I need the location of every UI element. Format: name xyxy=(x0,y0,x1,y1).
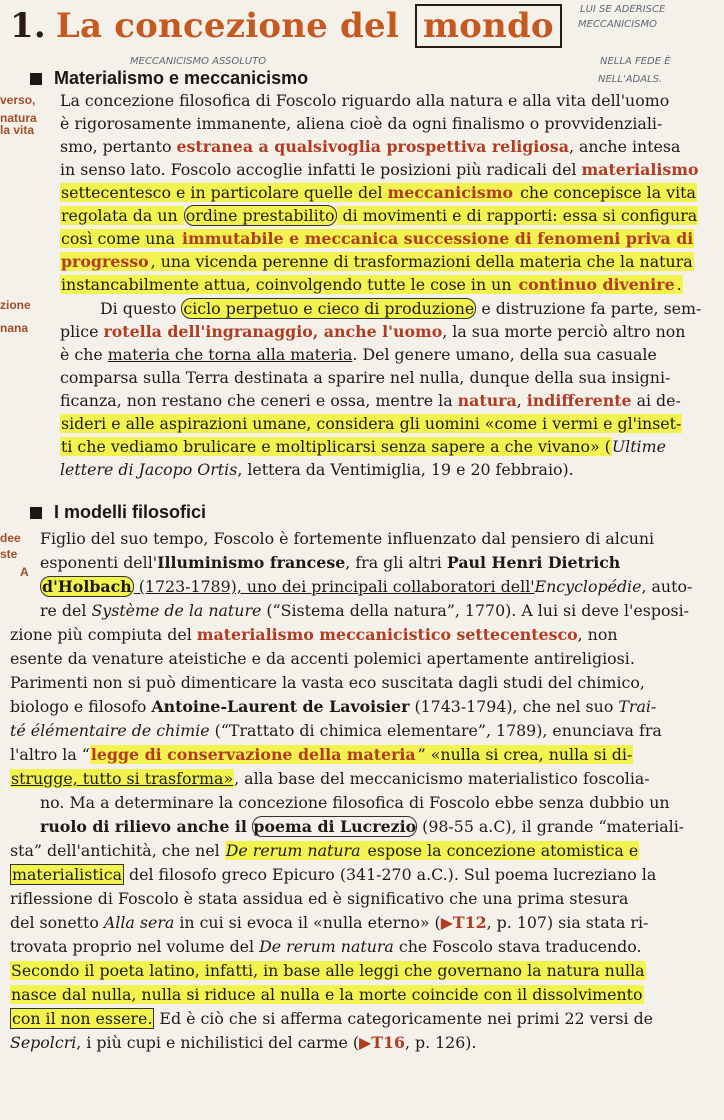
title-text-a: La conc xyxy=(55,6,204,46)
text-line: del sonetto Alla sera in cui si evoca il «nulla eterno» (▶T12, p. 107) sia stata ri- xyxy=(10,913,649,932)
text-line: comparsa sulla Terra destinata a sparire nel nulla, dunque della sua insigni- xyxy=(60,368,671,387)
text-line: ficanza, non restano che ceneri e ossa, mentre la natura, indifferente ai de- xyxy=(60,391,681,410)
handwritten-note: MECCANICISMO ASSOLUTO xyxy=(130,56,267,67)
text-line: l'altro la “legge di conservazione della materia ” «nulla si crea, nulla si di- xyxy=(10,745,633,764)
handwritten-note: MECCANICISMO xyxy=(578,19,657,30)
square-bullet-icon xyxy=(30,73,42,85)
text-line: nasce dal nulla, nulla si riduce al nulla e la morte coincide con il dissolvimento xyxy=(11,985,643,1004)
text-line: d'Holbach (1723-1789), uno dei principali collaboratori dell'Encyclopédie, auto- xyxy=(42,577,693,596)
margin-label: zione xyxy=(0,299,31,312)
text-line: esponenti dell'Illuminismo francese, fra gli altri Paul Henri Dietrich xyxy=(40,553,621,572)
text-line: riflessione di Foscolo è stata assidua ed è significativo che una prima stesura xyxy=(10,889,629,908)
text-line: strugge, tutto si trasforma», alla base del meccanicismo materialistico foscolia- xyxy=(11,769,650,788)
text-line: materialistica del filosofo greco Epicuro (341-270 a.C.). Sul poema lucreziano la xyxy=(12,865,657,884)
section-header-modelli xyxy=(30,502,206,523)
text-line: così come una immutabile e meccanica successione di fenomeni priva di xyxy=(61,229,694,248)
text-line: re del Système de la nature (“Sistema della natura”, 1770). A lui si deve l'esposi- xyxy=(40,601,689,620)
text-line: sideri e alle aspirazioni umane, considera gli uomini «come i vermi e gl'inset- xyxy=(61,414,682,433)
section-header-text: I modelli filosofici xyxy=(54,502,207,522)
text-line: té élémentaire de chimie (“Trattato di chimica elementare”, 1789), enunciava fra xyxy=(10,721,662,740)
text-line: instancabilmente attua, coinvolgendo tutte le cose in un continuo divenire . xyxy=(61,275,682,294)
text-line: regolata da un ordine prestabilito di movimenti e di rapporti: essa si configura xyxy=(61,206,698,225)
text-line: no. Ma a determinare la concezione filosofica di Foscolo ebbe senza dubbio un xyxy=(40,793,670,812)
text-line: lettere di Jacopo Ortis, lettera da Ventimiglia, 19 e 20 febbraio). xyxy=(60,460,574,479)
text-line: plice rotella dell'ingranaggio, anche l'uomo, la sua morte perciò altro non xyxy=(60,322,686,341)
title-number: 1. xyxy=(10,6,46,46)
title-boxed-word: mondo xyxy=(415,4,562,48)
text-line: ruolo di rilievo anche il poema di Lucrezio (98-55 a.C), il grande “materiali- xyxy=(40,817,685,836)
text-line: La concezione filosofica di Foscolo riguardo alla natura e alla vita dell'uomo xyxy=(60,91,670,110)
handwritten-note: NELL'ADALS. xyxy=(598,74,663,85)
text-line: Figlio del suo tempo, Foscolo è fortemente influenzato dal pensiero di alcuni xyxy=(40,529,655,548)
handwritten-note: NELLA FEDE È xyxy=(600,56,671,67)
page-title xyxy=(10,6,562,46)
text-line: è rigorosamente immanente, aliena cioè da ogni finalismo o provvidenziali- xyxy=(60,114,663,133)
text-line: esente da venature ateistiche e da accenti polemici apertamente antireligiosi. xyxy=(10,649,635,668)
title-e-with-caret: e xyxy=(203,6,226,46)
text-line: Di questo ciclo perpetuo e cieco di produzione e distruzione fa parte, sem- xyxy=(100,299,702,318)
text-line: Sepolcri, i più cupi e nichilistici del carme (▶T16, p. 126). xyxy=(10,1033,477,1052)
margin-label: natura xyxy=(0,112,37,125)
section-header-materialismo xyxy=(30,68,308,89)
title-text-b: zione del xyxy=(225,6,411,46)
section-header-text: Materialismo e meccanicismo xyxy=(54,68,309,88)
text-line: con il non essere. Ed è ciò che si afferma categoricamente nei primi 22 versi de xyxy=(12,1009,654,1028)
text-line: settecentesco e in particolare quelle del meccanicismo che concepisce la vita xyxy=(61,183,696,202)
margin-label: la vita xyxy=(0,124,35,137)
margin-label: nana xyxy=(0,322,29,335)
text-line: in senso lato. Foscolo accoglie infatti le posizioni più radicali del materialismo xyxy=(60,160,699,179)
margin-label: dee xyxy=(0,532,21,545)
text-line: è che materia che torna alla materia. Del genere umano, della sua casuale xyxy=(60,345,657,364)
text-line: ti che vediamo brulicare e moltiplicarsi senza sapere a che vivano» (Ultime xyxy=(61,437,666,456)
margin-label: ste xyxy=(0,548,18,561)
text-line: progresso , una vicenda perenne di trasformazioni della materia che la natura xyxy=(61,252,693,271)
text-line: biologo e filosofo Antoine-Laurent de Lavoisier (1743-1794), che nel suo Trai- xyxy=(10,697,657,716)
margin-label: verso, xyxy=(0,94,36,107)
square-bullet-icon xyxy=(30,507,42,519)
text-line: sta” dell'antichità, che nel De rerum natura espose la concezione atomistica e xyxy=(10,841,639,860)
text-line: Secondo il poeta latino, infatti, in base alle leggi che governano la natura nulla xyxy=(11,961,645,980)
handwritten-note: LUI SE ADERISCE xyxy=(580,4,666,15)
margin-label: A xyxy=(20,566,29,579)
text-line: trovata proprio nel volume del De rerum natura che Foscolo stava traducendo. xyxy=(10,937,642,956)
text-line: smo, pertanto estranea a qualsivoglia prospettiva religiosa, anche intesa xyxy=(60,137,681,156)
text-line: Parimenti non si può dimenticare la vasta eco suscitata dagli studi del chimico, xyxy=(10,673,645,692)
text-line: zione più compiuta del materialismo meccanicistico settecentesco, non xyxy=(10,625,618,644)
